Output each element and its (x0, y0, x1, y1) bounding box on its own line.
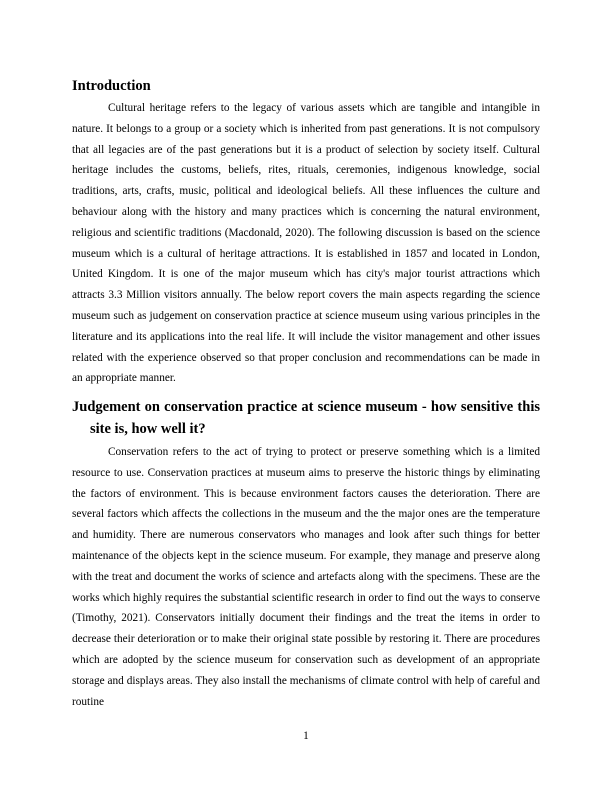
document-page (72, 0, 540, 792)
paragraph-conservation-practice: Conservation refers to the act of trying to protect or preserve something which is a limited resource to use. Conservation practices at museum aims to preserve the historic things by eliminating the factors of environment. This is because environment factors causes the deterioration. There are several factors which affects the collections in the museum and the the major ones are the temperature and humidity. There are numerous conservators who manages and look after such things for better maintenance of the objects kept in the science museum. For example, they manage and preserve along with the treat and document the works of science and artefacts along with the specimens. These are the works which highly requires the substantial scientific research in order to find out the ways to conserve (Timothy, 2021). Conservators initially document their findings and the treat the items in order to decrease their deterioration or to make their original state possible by restoring it. There are procedures which are adopted by the science museum for conservation such as development of an appropriate storage and displays areas. They also install the mechanisms of climate control with help of careful and routine (72, 446, 540, 708)
section-heading-conservation-practice: Judgement on conservation practice at science museum - how sensitive this site is, how well it? (72, 399, 540, 437)
page-number: 1 (303, 730, 309, 742)
paragraph-introduction: Cultural heritage refers to the legacy of various assets which are tangible and intangible in nature. It belongs to a group or a society which is inherited from past generations. It is not compulsory that all legacies are of the past generations but it is a product of selection by society itself. Cultural heritage includes the customs, beliefs, rites, rituals, ceremonies, indigenous knowledge, social traditions, arts, crafts, music, political and ideological beliefs. All these influences the culture and behaviour along with the history and many practices which is concerning the natural environment, religious and scientific traditions (Macdonald, 2020). The following discussion is based on the science museum which is a cultural of heritage attractions. It is established in 1857 and located in London, United Kingdom. It is one of the major museum which has city's major tourist attractions which attracts 3.3 Million visitors annually. The below report covers the main aspects regarding the science museum such as judgement on conservation practice at science museum using various principles in the literature and its applications into the real life. It will include the visitor management and other issues related with the experience observed so that proper conclusion and recommendations can be made in an appropriate manner. (72, 102, 540, 385)
section-heading-introduction: Introduction (72, 78, 151, 94)
